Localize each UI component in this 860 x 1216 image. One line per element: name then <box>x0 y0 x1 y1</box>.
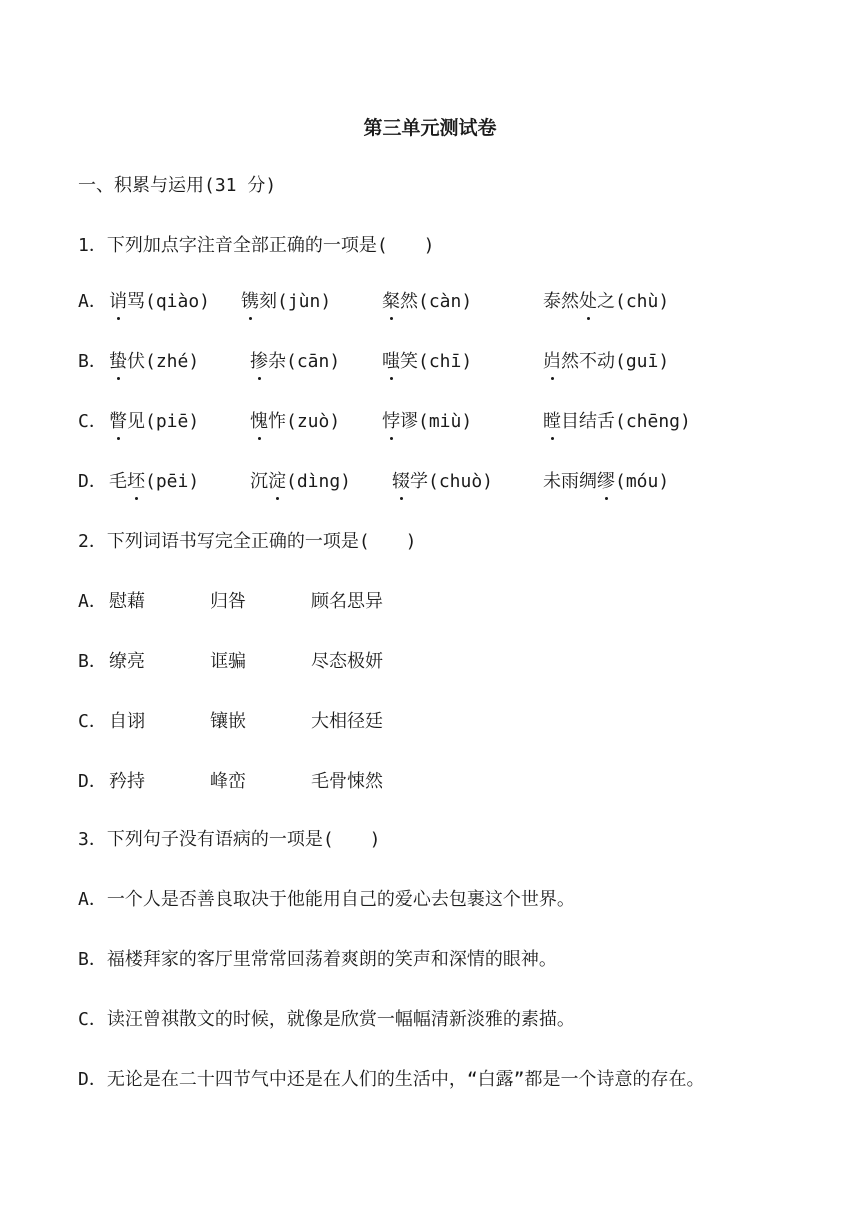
q2-option-c-word: 自诩 <box>109 711 145 732</box>
emphasis-dotted-char: 悖 <box>382 411 400 432</box>
q1-option-a-item <box>109 290 210 314</box>
emphasis-dotted-char: 辍 <box>392 471 410 492</box>
page-title: 第三单元测试卷 <box>363 117 497 139</box>
q2-option-d-word: 毛骨悚然 <box>311 771 383 792</box>
q2-option-a-word: 顾名思异 <box>311 591 383 612</box>
item-pinyin: 杂(cān) <box>268 351 341 372</box>
emphasis-dotted-char: 坯 <box>127 471 145 492</box>
emphasis-dotted-char: 掺 <box>250 351 268 372</box>
q1-option-b-item <box>250 350 340 374</box>
emphasis-dotted-char: 粲 <box>382 291 400 312</box>
emphasis-dotted-char: 岿 <box>543 351 561 372</box>
q2-option-d-label: D． <box>78 771 107 792</box>
question-3-stem: 3．下列句子没有语病的一项是( ) <box>78 829 381 850</box>
q1-option-b-label: B． <box>78 351 107 372</box>
q1-option-d-item <box>543 470 669 494</box>
q3-option-b: B．福楼拜家的客厅里常常回荡着爽朗的笑声和深情的眼神。 <box>78 949 557 970</box>
item-pinyin: (pēi) <box>145 471 200 492</box>
q3-option-c: C．读汪曾祺散文的时候，就像是欣赏一幅幅清新淡雅的素描。 <box>78 1009 575 1030</box>
item-pinyin: 刻(jùn) <box>259 291 332 312</box>
q2-option-a-word: 归咎 <box>210 591 246 612</box>
q1-option-c-item <box>109 410 199 434</box>
item-pinyin: 目结舌(chēng) <box>561 411 691 432</box>
q2-option-b-word: 尽态极妍 <box>311 651 383 672</box>
q2-option-b-word: 缭亮 <box>109 651 145 672</box>
q1-option-a-item <box>241 290 331 314</box>
q1-option-b-item <box>382 350 472 374</box>
item-text: 未雨绸 <box>543 471 597 492</box>
item-pinyin: 之(chù) <box>597 291 670 312</box>
q1-option-d-label: D． <box>78 471 107 492</box>
q2-option-b-label: B． <box>78 651 107 672</box>
section-heading: 一、积累与运用(31 分) <box>78 175 277 196</box>
emphasis-dotted-char: 愧 <box>250 411 268 432</box>
q1-option-b-item <box>543 350 669 374</box>
emphasis-dotted-char: 嗤 <box>382 351 400 372</box>
q1-option-c-item <box>543 410 691 434</box>
item-pinyin: 学(chuò) <box>410 471 494 492</box>
item-pinyin: 见(piē) <box>127 411 200 432</box>
q2-option-a-word: 慰藉 <box>109 591 145 612</box>
q2-option-b-word: 诓骗 <box>210 651 246 672</box>
q1-option-a-item <box>543 290 669 314</box>
item-pinyin: 怍(zuò) <box>268 411 341 432</box>
emphasis-dotted-char: 瞥 <box>109 411 127 432</box>
item-pinyin: 骂(qiào) <box>127 291 211 312</box>
item-pinyin: 谬(miù) <box>400 411 473 432</box>
item-pinyin: 然(càn) <box>400 291 473 312</box>
q1-option-a-label: A． <box>78 291 107 312</box>
q1-option-c-item <box>382 410 472 434</box>
q3-option-d: D．无论是在二十四节气中还是在人们的生活中，“白露”都是一个诗意的存在。 <box>78 1069 705 1090</box>
q2-option-a-label: A． <box>78 591 107 612</box>
q2-option-d-word: 峰峦 <box>210 771 246 792</box>
emphasis-dotted-char: 蛰 <box>109 351 127 372</box>
q2-option-d-word: 矜持 <box>109 771 145 792</box>
q1-option-c-item <box>250 410 340 434</box>
item-text: 泰然 <box>543 291 579 312</box>
emphasis-dotted-char: 处 <box>579 291 597 312</box>
question-2-stem: 2．下列词语书写完全正确的一项是( ) <box>78 531 417 552</box>
emphasis-dotted-char: 瞠 <box>543 411 561 432</box>
emphasis-dotted-char: 缪 <box>597 471 615 492</box>
q3-option-a: A．一个人是否善良取决于他能用自己的爱心去包裹这个世界。 <box>78 889 575 910</box>
q1-option-d-item <box>250 470 351 494</box>
item-text: 沉 <box>250 471 268 492</box>
q2-option-c-word: 镶嵌 <box>210 711 246 732</box>
item-text: 毛 <box>109 471 127 492</box>
emphasis-dotted-char: 诮 <box>109 291 127 312</box>
item-pinyin: (dìng) <box>286 471 352 492</box>
q2-option-c-label: C． <box>78 711 107 732</box>
q1-option-c-label: C． <box>78 411 107 432</box>
question-1-stem: 1．下列加点字注音全部正确的一项是( ) <box>78 235 435 256</box>
item-pinyin: (móu) <box>615 471 670 492</box>
q1-option-d-item <box>392 470 493 494</box>
emphasis-dotted-char: 镌 <box>241 291 259 312</box>
item-pinyin: 笑(chī) <box>400 351 473 372</box>
q2-option-c-word: 大相径廷 <box>311 711 383 732</box>
item-pinyin: 伏(zhé) <box>127 351 200 372</box>
q1-option-d-item <box>109 470 199 494</box>
emphasis-dotted-char: 淀 <box>268 471 286 492</box>
q1-option-a-item <box>382 290 472 314</box>
item-pinyin: 然不动(guī) <box>561 351 670 372</box>
q1-option-b-item <box>109 350 199 374</box>
